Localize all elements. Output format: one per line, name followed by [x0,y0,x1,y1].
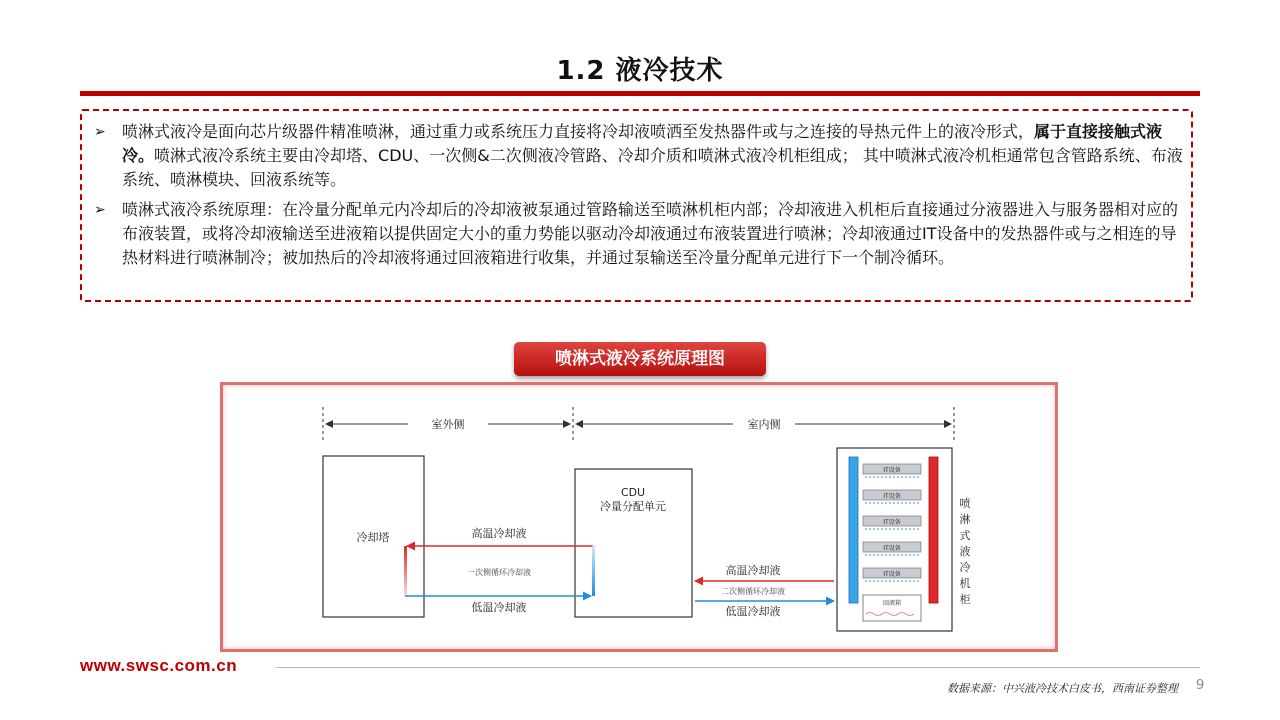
cabinet-supply-rail [849,457,858,603]
cabinet-label-char-1: 喷 [959,497,971,510]
bullet-marker-icon: ➢ [94,124,106,140]
secondary-hot-label: 高温冷却液 [725,564,781,577]
primary-loop-label: 一次侧循环冷却液 [467,568,531,577]
return-tank-box [863,595,921,621]
page-title: 1.2 液冷技术 [556,56,724,86]
primary-loop-right-gradient [592,546,595,596]
bullet-marker-icon: ➢ [94,202,106,218]
cdu-label: CDU [620,486,646,499]
bullet-item-1 [94,120,1185,192]
secondary-loop-label: 二次侧循环冷却液 [721,587,785,596]
svg-text:IT设备: IT设备 [883,467,901,474]
cabinet-return-rail [929,457,938,603]
bullet-1-text-bold: 属于直接接触式液冷。 [122,122,1163,165]
bullet-1-text-a: 喷淋式液冷是面向芯片级器件精准喷淋，通过重力或系统压力直接将冷却液喷洒至发热器件或与之连接的导热元件上的液冷形式， [122,122,1035,141]
footer-url: www.swsc.com.cn [80,656,238,675]
cabinet-label-char-3: 式 [959,529,971,542]
primary-hot-label: 高温冷却液 [471,527,527,540]
diagram-svg [223,385,1055,649]
svg-text:IT设备: IT设备 [883,571,901,578]
page-number: 9 [1196,678,1205,693]
svg-text:IT设备: IT设备 [883,545,901,552]
cabinet-label-char-4: 液 [959,545,971,558]
cabinet-label-char-5: 冷 [959,561,971,574]
cabinet-label-char-2: 淋 [959,513,971,526]
secondary-cold-label: 低温冷却液 [725,605,781,618]
primary-cold-label: 低温冷却液 [471,601,527,614]
outdoor-label: 室外侧 [431,418,465,431]
diagram-caption: 喷淋式液冷系统原理图 [514,342,766,376]
indoor-label: 室内侧 [747,418,781,431]
footer-source: 数据来源：中兴液冷技术白皮书，西南证券整理 [947,682,1178,695]
cdu-sublabel: 冷量分配单元 [600,500,666,513]
diagram-frame [220,382,1058,652]
title-divider [80,91,1200,96]
svg-text:IT设备: IT设备 [883,493,901,500]
footer-divider [276,667,1200,668]
svg-text:IT设备: IT设备 [883,519,901,526]
bullet-item-2 [94,198,1185,270]
cabinet-label-char-6: 机 [959,577,971,590]
content-box [80,109,1193,302]
bullet-1-text-b: 喷淋式液冷系统主要由冷却塔、CDU、一次侧&二次侧液冷管路、冷却介质和喷淋式液冷机柜组成； 其中喷淋式液冷机柜通常包含管路系统、布液系统、喷淋模块、回液系统等。 [122,146,1183,189]
cooling-tower-label: 冷却塔 [356,531,390,544]
return-tank-label: 回液箱 [882,600,902,607]
cabinet-label-char-7: 柜 [959,593,971,606]
bullet-2-text: 喷淋式液冷系统原理：在冷量分配单元内冷却后的冷却液被泵通过管路输送至喷淋机柜内部；冷却液进入机柜后直接通过分液器进入与服务器相对应的布液装置，或将冷却液输送至进液箱以提供固定大小的重力势能以驱动冷却液通过布液装置进行喷淋；冷却液通过IT设备中的发热器件或与之相连的导热材料进行喷淋制冷；被加热后的冷却液将通过回液箱进行收集，并通过泵输送至冷量分配单元进行下一个制冷循环。 [122,200,1179,267]
primary-loop-left-gradient [404,546,407,596]
